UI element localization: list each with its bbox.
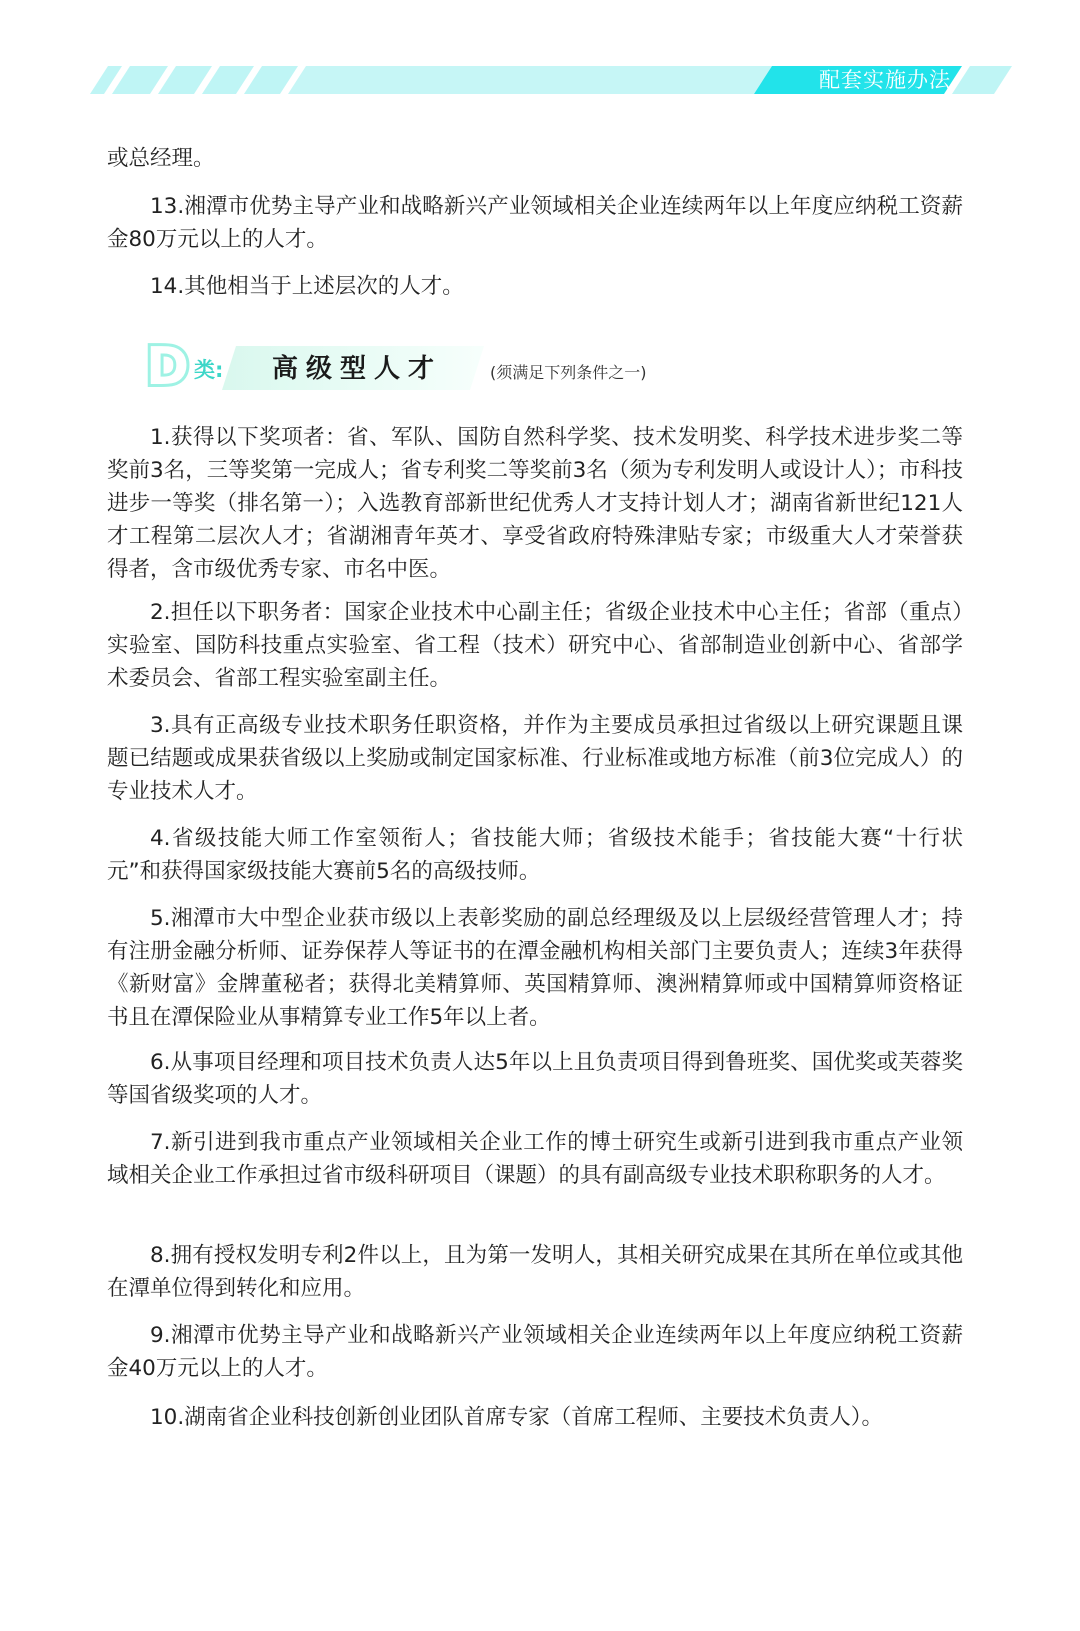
header-title: 配套实施办法: [819, 68, 951, 92]
paragraph-item-13: 13.湘潭市优势主导产业和战略新兴产业领域相关企业连续两年以上年度应纳税工资薪金80万元以上的人才。: [107, 194, 963, 252]
class-letter-icon: D: [146, 337, 190, 397]
paragraph-item-14: 14.其他相当于上述层次的人才。: [150, 274, 464, 299]
list-item-8: 8.拥有授权发明专利2件以上，且为第一发明人，其相关研究成果在其所在单位或其他在潭单位得到转化和应用。: [107, 1243, 963, 1301]
paragraph-continuation: 或总经理。: [107, 146, 215, 171]
list-item-9: 9.湘潭市优势主导产业和战略新兴产业领域相关企业连续两年以上年度应纳税工资薪金40万元以上的人才。: [107, 1323, 963, 1381]
header-stripe: [158, 66, 212, 94]
class-label: 类:: [194, 358, 224, 382]
list-item-6: 6.从事项目经理和项目技术负责人达5年以上且负责项目得到鲁班奖、国优奖或芙蓉奖等国省级奖项的人才。: [107, 1050, 963, 1108]
header-stripe: [112, 66, 168, 94]
list-item-3: 3.具有正高级专业技术职务任职资格，并作为主要成员承担过省级以上研究课题且课题已结题或成果获省级以上奖励或制定国家标准、行业标准或地方标准（前3位完成人）的专业技术人才。: [107, 713, 963, 804]
header-stripe: [244, 66, 298, 94]
list-item-5: 5.湘潭市大中型企业获市级以上表彰奖励的副总经理级及以上层级经营管理人才；持有注册金融分析师、证券保荐人等证书的在潭金融机构相关部门主要负责人；连续3年获得《新财富》金牌董秘者；获得北美精算师、英国精算师、澳洲精算师或中国精算师资格证书且在潭保险业从事精算专业工作5年以上者。: [107, 906, 963, 1030]
section-banner: [0, 330, 1080, 410]
list-item-4: 4.省级技能大师工作室领衔人；省技能大师；省级技术能手；省技能大赛“十行状元”和获得国家级技能大赛前5名的高级技师。: [107, 826, 963, 884]
list-item-2: 2.担任以下职务者：国家企业技术中心副主任；省级企业技术中心主任；省部（重点）实验室、国防科技重点实验室、省工程（技术）研究中心、省部制造业创新中心、省部学术委员会、省部工程实验室副主任。: [107, 600, 963, 691]
list-item-1: 1.获得以下奖项者：省、军队、国防自然科学奖、技术发明奖、科学技术进步奖二等奖前3名，三等奖第一完成人；省专利奖二等奖前3名（须为专利发明人或设计人）；市科技进步一等奖（排名第一）；入选教育部新世纪优秀人才支持计划人才；湖南省新世纪121人才工程第二层次人才；省湖湘青年英才、享受省政府特殊津贴专家；市级重大人才荣誉获得者，含市级优秀专家、市名中医。: [107, 425, 963, 582]
header-stripe: [202, 66, 254, 94]
section-note: (须满足下列条件之一): [490, 363, 647, 382]
header-band: [0, 0, 1080, 110]
section-title: 高级型人才: [272, 354, 443, 384]
list-item-10: 10.湖南省企业科技创新创业团队首席专家（首席工程师、主要技术负责人）。: [150, 1405, 883, 1430]
header-bar: [288, 66, 772, 94]
list-item-7: 7.新引进到我市重点产业领域相关企业工作的博士研究生或新引进到我市重点产业领域相关企业工作承担过省市级科研项目（课题）的具有副高级专业技术职称职务的人才。: [107, 1130, 963, 1188]
